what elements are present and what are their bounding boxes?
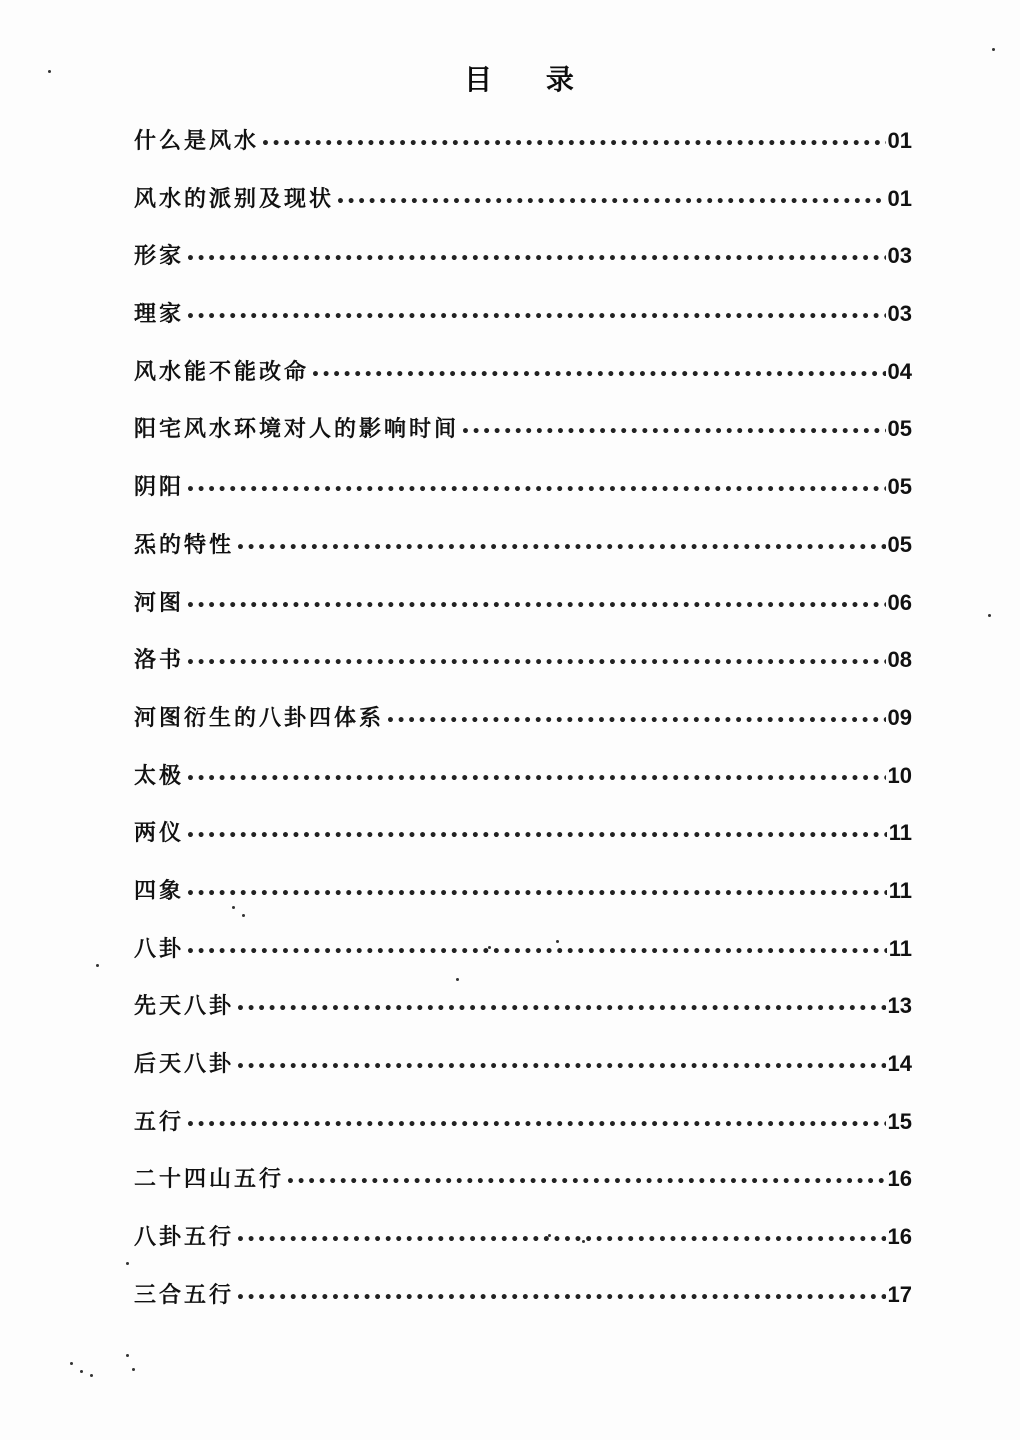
entry-title: 五行 <box>134 1109 185 1135</box>
toc-entry <box>134 285 912 343</box>
entry-title: 洛书 <box>134 648 185 674</box>
entry-title: 四象 <box>134 878 185 904</box>
toc-entry <box>134 458 912 516</box>
entry-title: 二十四山五行 <box>134 1167 285 1193</box>
toc-entry <box>134 1266 912 1324</box>
toc-entry <box>134 574 912 632</box>
toc-entry <box>134 112 912 170</box>
entry-page-number: 04 <box>887 358 912 384</box>
toc-entry <box>134 920 912 978</box>
dot-leader <box>236 520 886 578</box>
dot-leader <box>236 1270 886 1328</box>
entry-page-number: 01 <box>887 185 912 211</box>
dot-leader <box>336 174 886 232</box>
entry-page-number: 15 <box>887 1108 912 1134</box>
entry-page-number: 16 <box>887 1224 912 1250</box>
entry-title: 什么是风水 <box>134 129 260 154</box>
scan-speck <box>548 1234 551 1237</box>
toc-entry <box>134 170 912 228</box>
entry-page-number: 14 <box>887 1051 912 1076</box>
toc-entry <box>134 400 912 458</box>
toc-entry <box>134 1208 912 1266</box>
dot-leader <box>186 1097 886 1155</box>
toc-entry <box>134 747 912 805</box>
entry-page-number: 06 <box>887 589 912 615</box>
toc-list <box>134 112 912 1323</box>
entry-title: 后天八卦 <box>134 1052 235 1077</box>
entry-page-number: 10 <box>887 762 912 788</box>
toc-entry <box>134 631 912 689</box>
dot-leader <box>311 347 886 405</box>
dot-leader <box>236 1039 886 1097</box>
entry-title: 河图衍生的八卦四体系 <box>134 705 385 731</box>
scan-speck <box>488 946 491 949</box>
dot-leader <box>236 981 886 1039</box>
scan-speck <box>556 940 559 943</box>
dot-leader <box>186 751 886 809</box>
scan-speck <box>582 1240 585 1243</box>
entry-page-number: 11 <box>888 820 912 846</box>
entry-page-number: 05 <box>887 474 912 500</box>
entry-title: 两仪 <box>134 821 185 847</box>
dot-leader <box>186 578 886 636</box>
entry-page-number: 11 <box>888 877 912 903</box>
dot-leader <box>186 635 886 693</box>
entry-page-number: 17 <box>887 1281 912 1307</box>
entry-page-number: 16 <box>887 1166 912 1192</box>
scan-speck <box>96 964 99 967</box>
toc-entry <box>134 227 912 285</box>
dot-leader <box>186 924 887 982</box>
entry-title: 太极 <box>134 763 185 789</box>
entry-title: 八卦 <box>134 936 185 962</box>
scan-speck <box>456 978 459 981</box>
entry-title: 阳宅风水环境对人的影响时间 <box>134 417 460 443</box>
scan-speck <box>48 70 51 73</box>
scan-speck <box>992 48 995 51</box>
scan-speck <box>232 906 235 909</box>
entry-page-number: 11 <box>888 935 912 961</box>
toc-entry <box>134 862 912 920</box>
entry-page-number: 03 <box>887 243 912 269</box>
entry-title: 阴阳 <box>134 475 185 501</box>
scan-speck <box>548 140 551 143</box>
toc-entry <box>134 1150 912 1208</box>
entry-title: 先天八卦 <box>134 994 235 1020</box>
toc-entry <box>134 343 912 401</box>
entry-page-number: 09 <box>887 704 912 730</box>
entry-title: 形家 <box>134 244 185 270</box>
entry-title: 八卦五行 <box>134 1225 235 1251</box>
scan-speck <box>70 1362 73 1365</box>
entry-title: 风水的派别及现状 <box>134 186 335 212</box>
dot-leader <box>236 1212 886 1270</box>
toc-entry <box>134 1093 912 1151</box>
scan-speck <box>132 1368 135 1371</box>
dot-leader <box>261 116 886 174</box>
scan-speck <box>90 1374 93 1377</box>
toc-entry <box>134 977 912 1035</box>
scan-speck <box>988 614 991 617</box>
toc-entry <box>134 516 912 574</box>
entry-title: 理家 <box>134 302 185 328</box>
entry-page-number: 03 <box>887 301 912 327</box>
entry-page-number: 05 <box>887 531 912 557</box>
entry-page-number: 01 <box>887 128 912 153</box>
toc-entry <box>134 804 912 862</box>
dot-leader <box>461 404 886 462</box>
dot-leader <box>186 462 886 520</box>
scan-speck <box>126 1262 129 1265</box>
toc-entry <box>134 689 912 747</box>
entry-page-number: 05 <box>887 416 912 442</box>
entry-title: 河图 <box>134 590 185 616</box>
entry-page-number: 08 <box>887 647 912 673</box>
dot-leader <box>386 693 886 751</box>
toc-entry <box>134 1035 912 1093</box>
entry-page-number: 13 <box>887 993 912 1019</box>
page-title: 目 录 <box>464 63 596 96</box>
dot-leader <box>186 866 887 924</box>
entry-title: 风水能不能改命 <box>134 359 310 385</box>
dot-leader <box>186 808 887 866</box>
scan-speck <box>242 914 245 917</box>
dot-leader <box>186 289 886 347</box>
entry-title: 三合五行 <box>134 1282 235 1308</box>
scan-speck <box>80 1370 83 1373</box>
dot-leader <box>286 1154 886 1212</box>
dot-leader <box>186 231 886 289</box>
entry-title: 炁的特性 <box>134 532 235 558</box>
scan-speck <box>126 1354 129 1357</box>
